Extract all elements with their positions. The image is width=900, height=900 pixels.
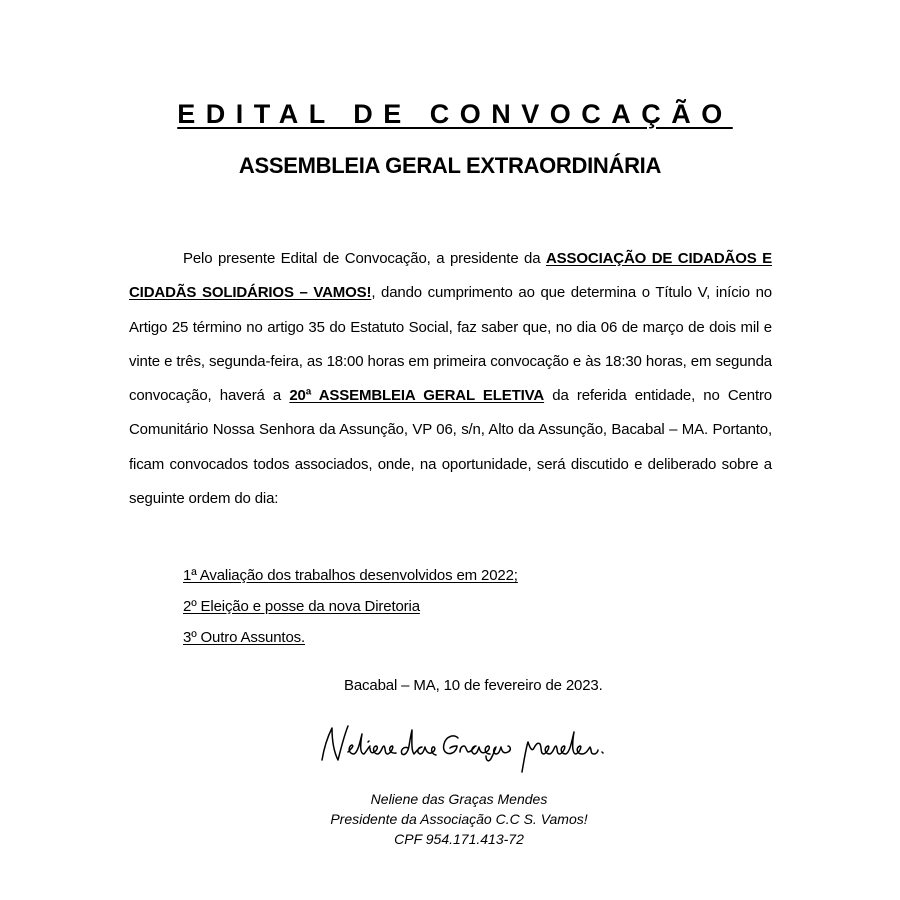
signer-cpf: CPF 954.171.413-72 bbox=[394, 831, 524, 847]
paragraph-text-part-1: Pelo presente Edital de Convocação, a presidente da bbox=[183, 250, 546, 267]
agenda-item-3: 3º Outro Assuntos. bbox=[183, 629, 306, 646]
agenda-item-1: 1ª Avaliação dos trabalhos desenvolvidos em 2022; bbox=[183, 567, 518, 584]
paragraph-text-part-3: da referida entidade, no Centro Comunitário Nossa Senhora da Assunção, VP 06, s/n, Alto da Assunção, Bacabal – MA. Portanto, ficam convocados todos associados, onde, na oportunidade, será discutido e deliberado sobre a seguinte ordem do dia: bbox=[129, 387, 772, 508]
convocation-paragraph bbox=[129, 242, 772, 516]
association-name: ASSOCIAÇÃO DE CIDADÃOS E CIDADÃS SOLIDÁRIOS – VAMOS! bbox=[129, 250, 772, 302]
date-line: Bacabal – MA, 10 de fevereiro de 2023. bbox=[344, 677, 603, 694]
agenda-list bbox=[183, 560, 518, 653]
signer-block bbox=[0, 789, 900, 849]
signer-name: Neliene das Graças Mendes bbox=[370, 791, 548, 807]
handwritten-signature bbox=[310, 712, 610, 778]
agenda-item-2: 2º Eleição e posse da nova Diretoria bbox=[183, 598, 420, 615]
signer-role: Presidente da Associação C.C S. Vamos! bbox=[330, 811, 588, 827]
paragraph-text-part-2: , dando cumprimento ao que determina o Título V, início no Artigo 25 término no artigo 35 do Estatuto Social, faz saber que, no dia 06 de março de dois mil e vinte e três, segunda-feira, as 18:00 horas em primeira convocação e às 18:30 horas, em segunda convocação, haverá a bbox=[129, 284, 772, 405]
document-subtitle: ASSEMBLEIA GERAL EXTRAORDINÁRIA bbox=[238, 153, 662, 178]
assembly-name: 20ª ASSEMBLEIA GERAL ELETIVA bbox=[289, 387, 545, 405]
document-title: EDITAL DE CONVOCAÇÃO bbox=[177, 99, 733, 129]
